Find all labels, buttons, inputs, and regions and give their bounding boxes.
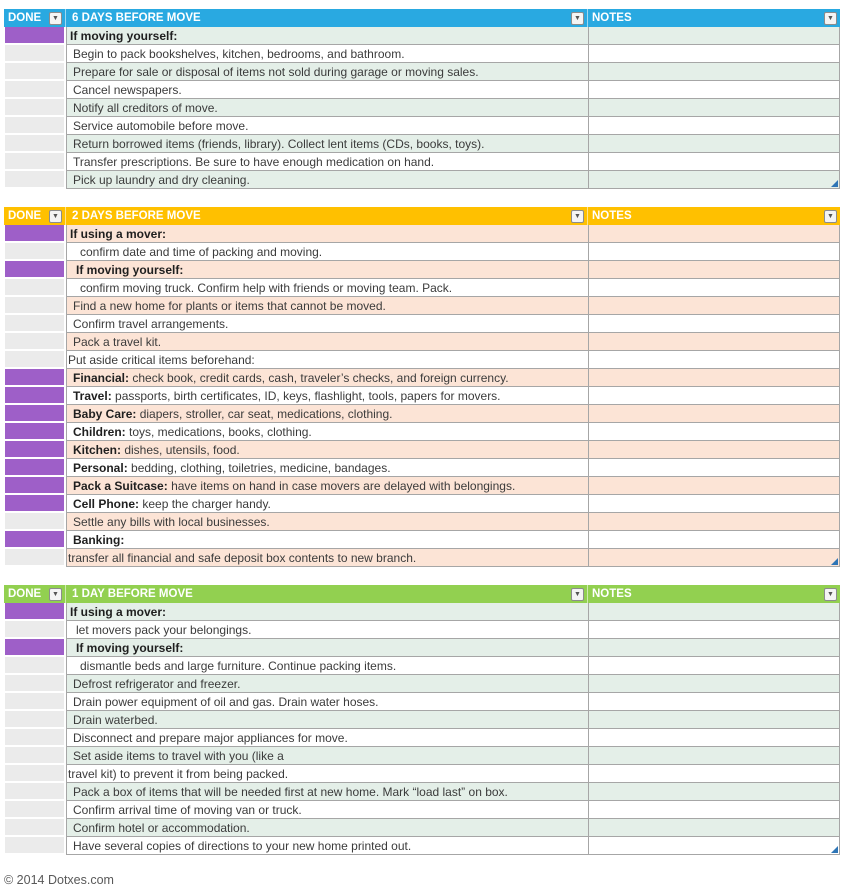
task-text: Prepare for sale or disposal of items not sold during garage or moving sales. — [73, 64, 479, 79]
done-marker-purple[interactable] — [5, 441, 64, 457]
done-marker-purple[interactable] — [5, 261, 64, 277]
notes-cell[interactable] — [588, 783, 840, 801]
task-cell[interactable] — [66, 657, 588, 675]
done-cell[interactable] — [4, 117, 66, 135]
done-marker-empty[interactable] — [5, 675, 64, 691]
table-row — [4, 765, 840, 783]
notes-cell[interactable] — [588, 333, 840, 351]
done-marker-purple[interactable] — [5, 531, 64, 547]
notes-cell[interactable] — [588, 747, 840, 765]
done-marker-empty[interactable] — [5, 117, 64, 133]
done-marker-purple[interactable] — [5, 495, 64, 511]
task-cell[interactable] — [66, 729, 588, 747]
task-cell[interactable] — [66, 531, 588, 549]
done-column-header[interactable] — [4, 207, 66, 225]
checklist-section-2-days-before-move — [4, 207, 840, 567]
task-text: Banking: — [73, 532, 125, 547]
task-cell[interactable] — [66, 747, 588, 765]
done-marker-empty[interactable] — [5, 837, 64, 853]
checklist-sections — [4, 9, 840, 855]
task-text: Notify all creditors of move. — [73, 100, 218, 115]
task-text: Return borrowed items (friends, library). Collect lent items (CDs, books, toys). — [73, 136, 485, 151]
done-marker-empty[interactable] — [5, 801, 64, 817]
done-cell[interactable] — [4, 783, 66, 801]
task-text: dishes, utensils, food. — [121, 442, 240, 457]
done-marker-empty[interactable] — [5, 63, 64, 79]
task-cell[interactable] — [66, 513, 588, 531]
done-filter-dropdown-icon[interactable]: ▼ — [49, 12, 62, 25]
table-row — [4, 621, 840, 639]
task-cell[interactable] — [66, 99, 588, 117]
done-cell[interactable] — [4, 801, 66, 819]
task-text: transfer all financial and safe deposit box contents to new branch. — [68, 550, 417, 565]
table-row — [4, 783, 840, 801]
task-text: Service automobile before move. — [73, 118, 249, 133]
notes-cell[interactable] — [588, 711, 840, 729]
notes-cell[interactable] — [588, 279, 840, 297]
done-marker-purple[interactable] — [5, 369, 64, 385]
section-header-6-days-before-move — [4, 9, 840, 27]
done-column-header[interactable] — [4, 9, 66, 27]
done-marker-empty[interactable] — [5, 99, 64, 115]
task-cell[interactable] — [66, 225, 588, 243]
done-marker-empty[interactable] — [5, 279, 64, 295]
notes-cell[interactable] — [588, 675, 840, 693]
task-cell[interactable] — [66, 477, 588, 495]
task-cell[interactable] — [66, 693, 588, 711]
done-marker-empty[interactable] — [5, 549, 64, 565]
task-cell[interactable] — [66, 675, 588, 693]
task-prefix: Travel: — [73, 388, 112, 403]
table-row — [4, 63, 840, 81]
notes-cell[interactable] — [588, 243, 840, 261]
done-cell[interactable] — [4, 333, 66, 351]
task-cell[interactable] — [66, 135, 588, 153]
task-prefix: Pack a Suitcase: — [73, 478, 168, 493]
title-filter-dropdown-icon[interactable]: ▼ — [571, 588, 584, 601]
notes-cell[interactable] — [588, 351, 840, 369]
done-cell[interactable] — [4, 477, 66, 495]
task-text: If using a mover: — [70, 604, 167, 619]
done-marker-empty[interactable] — [5, 729, 64, 745]
task-text: If moving yourself: — [70, 28, 178, 43]
task-text: have items on hand in case movers are delayed with belongings. — [167, 478, 516, 493]
task-cell[interactable] — [66, 837, 588, 855]
checklist-section-6-days-before-move — [4, 9, 840, 189]
notes-cell[interactable] — [588, 135, 840, 153]
done-cell[interactable] — [4, 621, 66, 639]
done-marker-empty[interactable] — [5, 315, 64, 331]
table-row — [4, 729, 840, 747]
done-marker-empty[interactable] — [5, 765, 64, 781]
done-cell[interactable] — [4, 369, 66, 387]
task-text: Confirm travel arrangements. — [73, 316, 229, 331]
table-row — [4, 333, 840, 351]
done-marker-empty[interactable] — [5, 171, 64, 187]
task-text: let movers pack your belongings. — [76, 622, 252, 637]
table-row — [4, 315, 840, 333]
task-text: Confirm hotel or accommodation. — [73, 820, 250, 835]
notes-cell[interactable] — [588, 837, 840, 855]
done-cell[interactable] — [4, 225, 66, 243]
done-marker-empty[interactable] — [5, 693, 64, 709]
done-cell[interactable] — [4, 639, 66, 657]
notes-filter-dropdown-icon[interactable]: ▼ — [824, 588, 837, 601]
task-text: travel kit) to prevent it from being packed. — [68, 766, 289, 781]
task-text: keep the charger handy. — [139, 496, 271, 511]
table-row — [4, 837, 840, 855]
done-cell[interactable] — [4, 99, 66, 117]
done-marker-empty[interactable] — [5, 333, 64, 349]
task-cell[interactable] — [66, 819, 588, 837]
done-cell[interactable] — [4, 297, 66, 315]
notes-cell[interactable] — [588, 81, 840, 99]
notes-cell[interactable] — [588, 63, 840, 81]
table-row — [4, 711, 840, 729]
table-row — [4, 405, 840, 423]
task-text: Begin to pack bookshelves, kitchen, bedrooms, and bathroom. — [73, 46, 405, 61]
done-cell[interactable] — [4, 729, 66, 747]
table-row — [4, 423, 840, 441]
done-cell[interactable] — [4, 63, 66, 81]
task-prefix: Financial: — [73, 370, 130, 385]
task-cell[interactable] — [66, 459, 588, 477]
table-row — [4, 153, 840, 171]
task-text: Defrost refrigerator and freezer. — [73, 676, 241, 691]
task-cell[interactable] — [66, 387, 588, 405]
checklist-section-1-day-before-move — [4, 585, 840, 855]
done-marker-empty[interactable] — [5, 297, 64, 313]
table-resize-handle[interactable] — [831, 558, 838, 565]
done-marker-purple[interactable] — [5, 603, 64, 619]
task-cell[interactable] — [66, 423, 588, 441]
done-cell[interactable] — [4, 657, 66, 675]
table-row — [4, 513, 840, 531]
done-cell[interactable] — [4, 153, 66, 171]
done-cell[interactable] — [4, 351, 66, 369]
notes-cell[interactable] — [588, 441, 840, 459]
done-marker-empty[interactable] — [5, 45, 64, 61]
table-row — [4, 45, 840, 63]
title-filter-dropdown-icon[interactable]: ▼ — [571, 12, 584, 25]
task-text: confirm moving truck. Confirm help with friends or moving team. Pack. — [80, 280, 453, 295]
task-cell[interactable] — [66, 765, 588, 783]
notes-cell[interactable] — [588, 297, 840, 315]
task-cell[interactable] — [66, 117, 588, 135]
table-row — [4, 531, 840, 549]
task-cell[interactable] — [66, 315, 588, 333]
done-cell[interactable] — [4, 81, 66, 99]
task-text: diapers, stroller, car seat, medications, clothing. — [136, 406, 393, 421]
done-marker-purple[interactable] — [5, 27, 64, 43]
done-marker-purple[interactable] — [5, 639, 64, 655]
notes-cell[interactable] — [588, 621, 840, 639]
task-cell[interactable] — [66, 261, 588, 279]
task-text: Drain waterbed. — [73, 712, 158, 727]
task-text: Transfer prescriptions. Be sure to have enough medication on hand. — [73, 154, 435, 169]
notes-cell[interactable] — [588, 387, 840, 405]
table-row — [4, 387, 840, 405]
table-row — [4, 549, 840, 567]
table-row — [4, 459, 840, 477]
notes-cell[interactable] — [588, 765, 840, 783]
task-text: confirm date and time of packing and moving. — [80, 244, 323, 259]
task-cell[interactable] — [66, 549, 588, 567]
table-row — [4, 171, 840, 189]
done-cell[interactable] — [4, 819, 66, 837]
done-marker-empty[interactable] — [5, 513, 64, 529]
done-marker-empty[interactable] — [5, 351, 64, 367]
notes-cell[interactable] — [588, 513, 840, 531]
task-cell[interactable] — [66, 297, 588, 315]
task-cell[interactable] — [66, 495, 588, 513]
notes-column-label: NOTES — [592, 210, 632, 222]
task-text: If moving yourself: — [76, 640, 184, 655]
section-title: 1 DAY BEFORE MOVE — [72, 588, 193, 600]
section-title: 2 DAYS BEFORE MOVE — [72, 210, 201, 222]
task-prefix: Personal: — [73, 460, 128, 475]
section-title: 6 DAYS BEFORE MOVE — [72, 12, 201, 24]
done-cell[interactable] — [4, 27, 66, 45]
done-cell[interactable] — [4, 711, 66, 729]
table-row — [4, 135, 840, 153]
done-cell[interactable] — [4, 531, 66, 549]
done-marker-empty[interactable] — [5, 783, 64, 799]
table-row — [4, 243, 840, 261]
table-row — [4, 297, 840, 315]
done-column-label: DONE — [8, 588, 42, 600]
task-text: Pack a box of items that will be needed first at new home. Mark “load last” on box. — [73, 784, 508, 799]
table-row — [4, 639, 840, 657]
done-cell[interactable] — [4, 135, 66, 153]
notes-column-label: NOTES — [592, 588, 632, 600]
task-cell[interactable] — [66, 351, 588, 369]
done-marker-purple[interactable] — [5, 387, 64, 403]
done-marker-empty[interactable] — [5, 657, 64, 673]
done-marker-purple[interactable] — [5, 477, 64, 493]
task-cell[interactable] — [66, 369, 588, 387]
done-marker-purple[interactable] — [5, 225, 64, 241]
table-row — [4, 225, 840, 243]
done-cell[interactable] — [4, 387, 66, 405]
table-row — [4, 603, 840, 621]
notes-cell[interactable] — [588, 729, 840, 747]
table-row — [4, 261, 840, 279]
done-marker-empty[interactable] — [5, 819, 64, 835]
notes-cell[interactable] — [588, 423, 840, 441]
task-cell[interactable] — [66, 171, 588, 189]
table-row — [4, 747, 840, 765]
done-cell[interactable] — [4, 495, 66, 513]
done-cell[interactable] — [4, 513, 66, 531]
task-cell[interactable] — [66, 81, 588, 99]
done-filter-dropdown-icon[interactable]: ▼ — [49, 588, 62, 601]
table-resize-handle[interactable] — [831, 180, 838, 187]
task-prefix: Kitchen: — [73, 442, 121, 457]
task-cell[interactable] — [66, 243, 588, 261]
notes-cell[interactable] — [588, 477, 840, 495]
task-cell[interactable] — [66, 405, 588, 423]
notes-cell[interactable] — [588, 369, 840, 387]
task-text: Settle any bills with local businesses. — [73, 514, 270, 529]
task-prefix: Cell Phone: — [73, 496, 140, 511]
table-row — [4, 369, 840, 387]
notes-cell[interactable] — [588, 531, 840, 549]
task-text: If using a mover: — [70, 226, 167, 241]
done-cell[interactable] — [4, 747, 66, 765]
notes-cell[interactable] — [588, 819, 840, 837]
done-cell[interactable] — [4, 675, 66, 693]
done-cell[interactable] — [4, 423, 66, 441]
table-row — [4, 27, 840, 45]
section-header-1-day-before-move — [4, 585, 840, 603]
notes-cell[interactable] — [588, 27, 840, 45]
task-text: If moving yourself: — [76, 262, 184, 277]
notes-cell[interactable] — [588, 459, 840, 477]
done-marker-purple[interactable] — [5, 423, 64, 439]
table-row — [4, 657, 840, 675]
table-row — [4, 819, 840, 837]
notes-cell[interactable] — [588, 405, 840, 423]
task-text: bedding, clothing, toiletries, medicine, bandages. — [127, 460, 391, 475]
task-cell[interactable] — [66, 279, 588, 297]
notes-cell[interactable] — [588, 639, 840, 657]
done-cell[interactable] — [4, 243, 66, 261]
task-cell[interactable] — [66, 27, 588, 45]
done-cell[interactable] — [4, 459, 66, 477]
task-text: Find a new home for plants or items that cannot be moved. — [73, 298, 386, 313]
task-cell[interactable] — [66, 441, 588, 459]
done-cell[interactable] — [4, 765, 66, 783]
done-marker-empty[interactable] — [5, 747, 64, 763]
task-cell[interactable] — [66, 621, 588, 639]
done-marker-empty[interactable] — [5, 711, 64, 727]
task-cell[interactable] — [66, 783, 588, 801]
table-row — [4, 351, 840, 369]
done-cell[interactable] — [4, 405, 66, 423]
table-row — [4, 693, 840, 711]
table-row — [4, 675, 840, 693]
done-cell[interactable] — [4, 837, 66, 855]
notes-cell[interactable] — [588, 657, 840, 675]
task-text: Have several copies of directions to your new home printed out. — [73, 838, 412, 853]
done-filter-dropdown-icon[interactable]: ▼ — [49, 210, 62, 223]
task-text: Set aside items to travel with you (like a — [73, 748, 284, 763]
notes-cell[interactable] — [588, 603, 840, 621]
task-text: passports, birth certificates, ID, keys, flashlight, tools, papers for movers. — [111, 388, 501, 403]
notes-cell[interactable] — [588, 117, 840, 135]
task-text: Drain power equipment of oil and gas. Drain water hoses. — [73, 694, 379, 709]
table-row — [4, 81, 840, 99]
task-text: Disconnect and prepare major appliances for move. — [73, 730, 348, 745]
table-row — [4, 441, 840, 459]
task-cell[interactable] — [66, 801, 588, 819]
notes-cell[interactable] — [588, 495, 840, 513]
done-marker-empty[interactable] — [5, 153, 64, 169]
notes-cell[interactable] — [588, 45, 840, 63]
title-filter-dropdown-icon[interactable]: ▼ — [571, 210, 584, 223]
task-cell[interactable] — [66, 153, 588, 171]
notes-cell[interactable] — [588, 171, 840, 189]
notes-filter-dropdown-icon[interactable]: ▼ — [824, 210, 837, 223]
notes-column-header[interactable] — [588, 9, 840, 27]
done-column-header[interactable] — [4, 585, 66, 603]
notes-cell[interactable] — [588, 261, 840, 279]
section-title-cell[interactable] — [66, 9, 588, 27]
table-resize-handle[interactable] — [831, 846, 838, 853]
task-cell[interactable] — [66, 45, 588, 63]
done-marker-empty[interactable] — [5, 243, 64, 259]
notes-cell[interactable] — [588, 225, 840, 243]
section-title-cell[interactable] — [66, 585, 588, 603]
task-text: toys, medications, books, clothing. — [125, 424, 312, 439]
task-text: Confirm arrival time of moving van or truck. — [73, 802, 302, 817]
notes-cell[interactable] — [588, 99, 840, 117]
notes-cell[interactable] — [588, 153, 840, 171]
table-row — [4, 495, 840, 513]
task-text: check book, credit cards, cash, traveler’s checks, and foreign currency. — [129, 370, 509, 385]
done-cell[interactable] — [4, 693, 66, 711]
table-row — [4, 279, 840, 297]
done-cell[interactable] — [4, 45, 66, 63]
done-column-label: DONE — [8, 210, 42, 222]
done-cell[interactable] — [4, 603, 66, 621]
task-text: dismantle beds and large furniture. Continue packing items. — [80, 658, 397, 673]
done-cell[interactable] — [4, 441, 66, 459]
copyright-text: © 2014 Dotxes.com — [4, 873, 114, 887]
done-marker-empty[interactable] — [5, 81, 64, 97]
done-cell[interactable] — [4, 549, 66, 567]
notes-column-header[interactable] — [588, 585, 840, 603]
task-cell[interactable] — [66, 711, 588, 729]
done-cell[interactable] — [4, 279, 66, 297]
task-cell[interactable] — [66, 333, 588, 351]
done-cell[interactable] — [4, 315, 66, 333]
done-marker-purple[interactable] — [5, 405, 64, 421]
table-row — [4, 117, 840, 135]
done-marker-empty[interactable] — [5, 135, 64, 151]
task-prefix: Children: — [73, 424, 126, 439]
done-cell[interactable] — [4, 171, 66, 189]
task-text: Pick up laundry and dry cleaning. — [73, 172, 250, 187]
done-marker-empty[interactable] — [5, 621, 64, 637]
notes-cell[interactable] — [588, 693, 840, 711]
task-text: Put aside critical items beforehand: — [68, 352, 255, 367]
notes-cell[interactable] — [588, 801, 840, 819]
task-text: Cancel newspapers. — [73, 82, 182, 97]
done-marker-purple[interactable] — [5, 459, 64, 475]
section-header-2-days-before-move — [4, 207, 840, 225]
notes-cell[interactable] — [588, 315, 840, 333]
task-prefix: Baby Care: — [73, 406, 137, 421]
task-cell[interactable] — [66, 639, 588, 657]
task-cell[interactable] — [66, 603, 588, 621]
table-row — [4, 99, 840, 117]
notes-column-header[interactable] — [588, 207, 840, 225]
task-cell[interactable] — [66, 63, 588, 81]
table-row — [4, 477, 840, 495]
task-text: Pack a travel kit. — [73, 334, 162, 349]
done-cell[interactable] — [4, 261, 66, 279]
notes-filter-dropdown-icon[interactable]: ▼ — [824, 12, 837, 25]
table-row — [4, 801, 840, 819]
section-title-cell[interactable] — [66, 207, 588, 225]
done-column-label: DONE — [8, 12, 42, 24]
notes-cell[interactable] — [588, 549, 840, 567]
notes-column-label: NOTES — [592, 12, 632, 24]
